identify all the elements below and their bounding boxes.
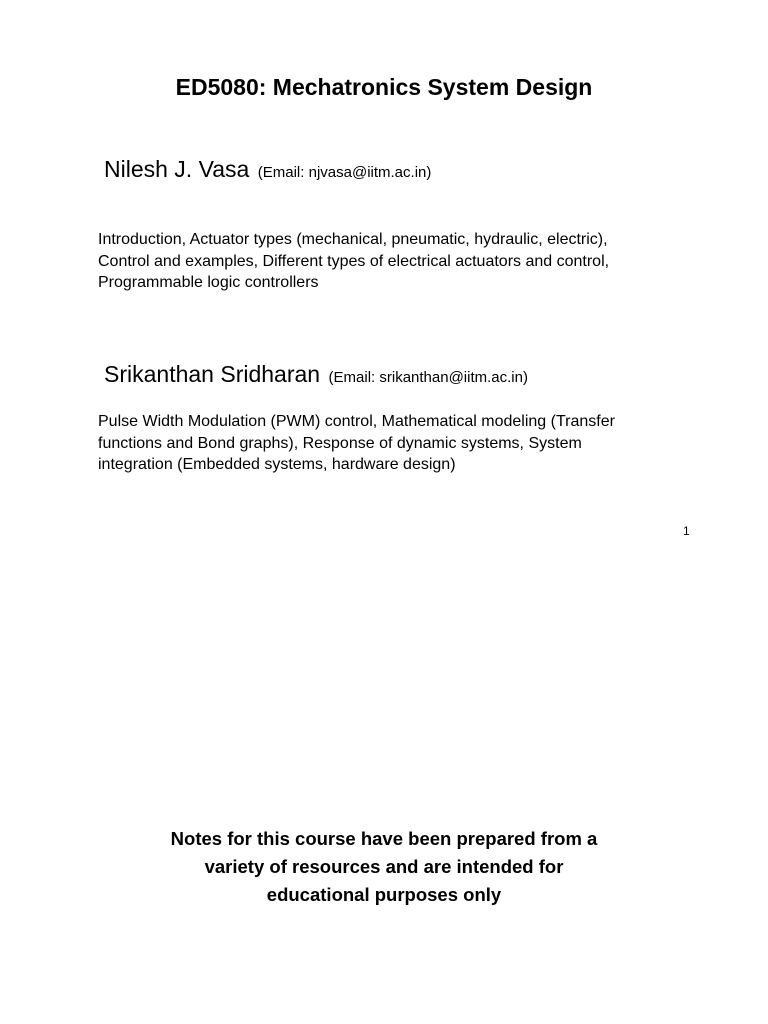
topic-line: Pulse Width Modulation (PWM) control, Mathematical modeling (Transfer — [98, 413, 615, 430]
topic-line: functions and Bond graphs), Response of dynamic systems, System — [98, 434, 582, 452]
topic-line: Introduction, Actuator types (mechanical, pneumatic, hydraulic, electric), — [98, 231, 608, 248]
instructor-name: Srikanthan Sridharan — [104, 361, 321, 387]
notes-line: Notes for this course have been prepared from a — [170, 828, 598, 849]
topic-line: integration (Embedded systems, hardware design) — [98, 456, 456, 473]
topics-sridharan — [98, 411, 698, 476]
instructor-email: (Email: srikanthan@iitm.ac.in) — [328, 369, 528, 386]
instructor-name: Nilesh J. Vasa — [104, 156, 250, 182]
topic-line: Control and examples, Different types of electrical actuators and control, — [98, 252, 610, 270]
notes-line: variety of resources and are intended for — [204, 856, 564, 877]
page-number: 1 — [683, 524, 690, 538]
instructor-heading-vasa — [104, 156, 431, 183]
instructor-email: (Email: njvasa@iitm.ac.in) — [257, 164, 432, 181]
topics-vasa — [98, 229, 698, 294]
disclaimer-notes — [0, 825, 768, 909]
instructor-heading-sridharan — [104, 361, 528, 388]
topic-line: Programmable logic controllers — [98, 274, 319, 291]
course-title: ED5080: Mechatronics System Design — [175, 74, 593, 100]
notes-line: educational purposes only — [266, 884, 502, 905]
